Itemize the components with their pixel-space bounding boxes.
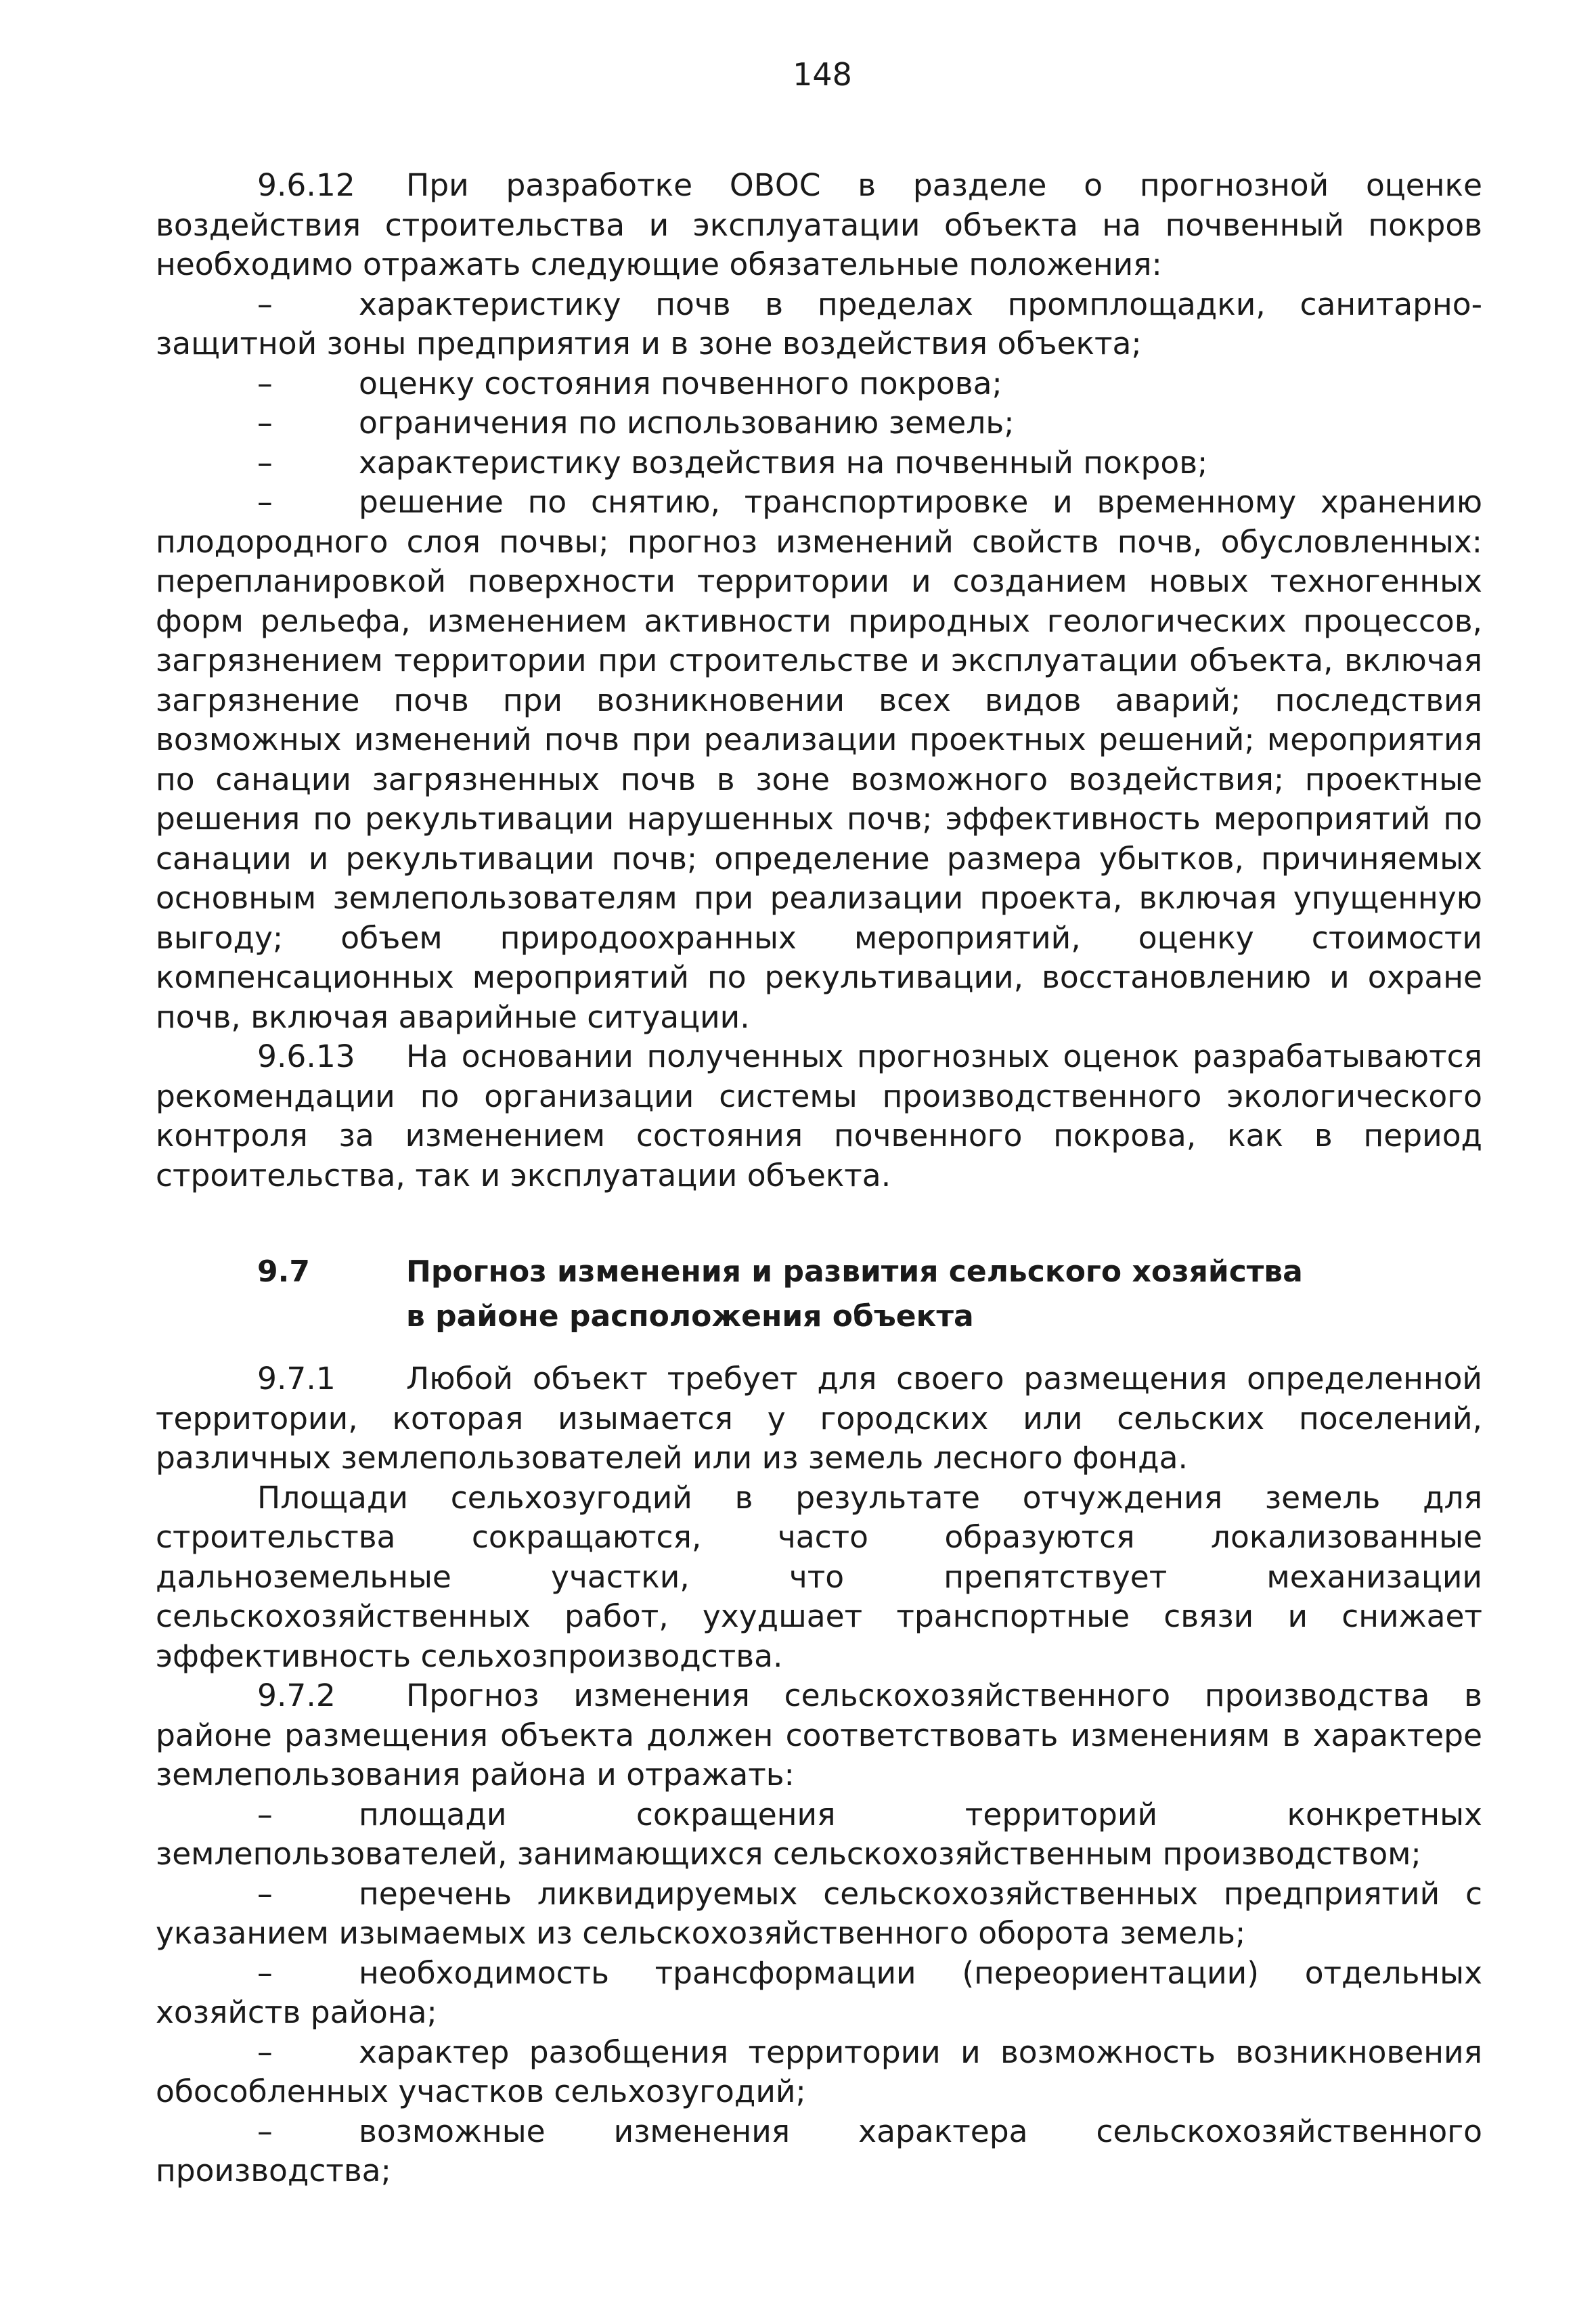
section-number: 9.7	[257, 1254, 310, 1289]
list-item	[156, 2033, 1482, 2112]
list-item	[156, 1874, 1482, 1954]
paragraph-9-6-13	[156, 1037, 1482, 1196]
section-title	[406, 1250, 1482, 1339]
paragraph-text: Прогноз изменения сельскохозяйственного производства в районе размещения объекта должен соответствовать изменениям в характере землепользования района и отражать:	[156, 1678, 1482, 1793]
list-item	[156, 483, 1482, 1037]
paragraph-text: На основании полученных прогнозных оценок разрабатываются рекомендации по организации системы производственного экологического контроля за изменением состояния почвенного покрова, как в период строительства, так и эксплуатации объекта.	[156, 1038, 1482, 1193]
list-item-text: характеристику воздействия на почвенный покров;	[359, 444, 1208, 481]
paragraph-9-7-2	[156, 1676, 1482, 1795]
paragraph-9-7-1-continued: Площади сельхозугодий в результате отчуждения земель для строительства сокращаются, часто образуются локализованные дальноземельные участки, что препятствует механизации сельскохозяйственных работ, ухудшает транспортные связи и снижает эффективность сельхозпроизводства.	[156, 1479, 1482, 1674]
paragraph-text: При разработке ОВОС в разделе о прогнозной оценке воздействия строительства и эксплуатации объекта на почвенный покров необходимо отражать следующие обязательные положения:	[156, 167, 1482, 282]
dash-bullet: –	[257, 405, 273, 441]
list-item-text: возможные изменения характера сельскохозяйственного производства;	[156, 2113, 1482, 2189]
section-title-line: Прогноз изменения и развития сельского хозяйства	[406, 1254, 1303, 1289]
dash-bullet: –	[257, 365, 273, 401]
paragraph-9-7-1	[156, 1359, 1482, 1478]
section-title-line: в районе расположения объекта	[406, 1299, 974, 1334]
clause-number: 9.7.2	[257, 1678, 336, 1713]
list-item-text: необходимость трансформации (переориентации) отдельных хозяйств района;	[156, 1954, 1482, 2030]
page-number: 148	[793, 56, 852, 93]
dash-bullet: –	[257, 2113, 273, 2149]
list-item	[156, 2112, 1482, 2191]
clause-number: 9.6.13	[257, 1038, 355, 1074]
dash-bullet: –	[257, 444, 273, 481]
paragraph-text: Любой объект требует для своего размещения определенной территории, которая изымается у городских или сельских поселений, различных землепользователей или из земель лесного фонда.	[156, 1361, 1482, 1476]
dash-bullet: –	[257, 1796, 273, 1833]
dash-bullet: –	[257, 2034, 273, 2070]
list-item-text: площади сокращения территорий конкретных землепользователей, занимающихся сельскохозяйственным производством;	[156, 1796, 1482, 1872]
list-item-text: оценку состояния почвенного покрова;	[359, 365, 1002, 401]
clause-number: 9.6.12	[257, 167, 355, 203]
list-item	[156, 285, 1482, 364]
section-heading-9-7	[156, 1250, 1482, 1339]
list-item	[156, 1795, 1482, 1874]
list-item	[156, 403, 1482, 443]
list-item	[156, 1954, 1482, 2033]
list-item-text: ограничения по использованию земель;	[359, 405, 1015, 441]
list-item-text: решение по снятию, транспортировке и временному хранению плодородного слоя почвы; прогноз изменений свойств почв, обусловленных: перепланировкой поверхности территории и созданием новых техногенных форм рельефа, изменением активности природных геологических процессов, загрязнением территории при строительстве и эксплуатации объекта, включая загрязнение почв при возникновении всех видов аварий; последствия возможных изменений почв при реализации проектных решений; мероприятия по санации загрязненных почв в зоне возможного воздействия; проектные решения по рекультивации нарушенных почв; эффективность мероприятий по санации и рекультивации почв; определение размера убытков, причиняемых основным землепользователям при реализации проекта, включая упущенную выгоду; объем природоохранных мероприятий, оценку стоимости компенсационных мероприятий по рекультивации, восстановлению и охране почв, включая аварийные ситуации.	[156, 484, 1482, 1035]
document-page	[156, 54, 1482, 2191]
list-item-text: характер разобщения территории и возможность возникновения обособленных участков сельхозугодий;	[156, 2034, 1482, 2109]
list-item	[156, 443, 1482, 483]
dash-bullet: –	[257, 1954, 273, 1991]
clause-number: 9.7.1	[257, 1361, 336, 1397]
list-item	[156, 364, 1482, 404]
dash-bullet: –	[257, 484, 273, 520]
dash-bullet: –	[257, 1875, 273, 1912]
list-item-text: перечень ликвидируемых сельскохозяйственных предприятий с указанием изымаемых из сельскохозяйственного оборота земель;	[156, 1875, 1482, 1951]
dash-bullet: –	[257, 286, 273, 322]
paragraph-9-6-12	[156, 166, 1482, 285]
list-item-text: характеристику почв в пределах промплощадки, санитарно-защитной зоны предприятия и в зоне воздействия объекта;	[156, 286, 1482, 361]
